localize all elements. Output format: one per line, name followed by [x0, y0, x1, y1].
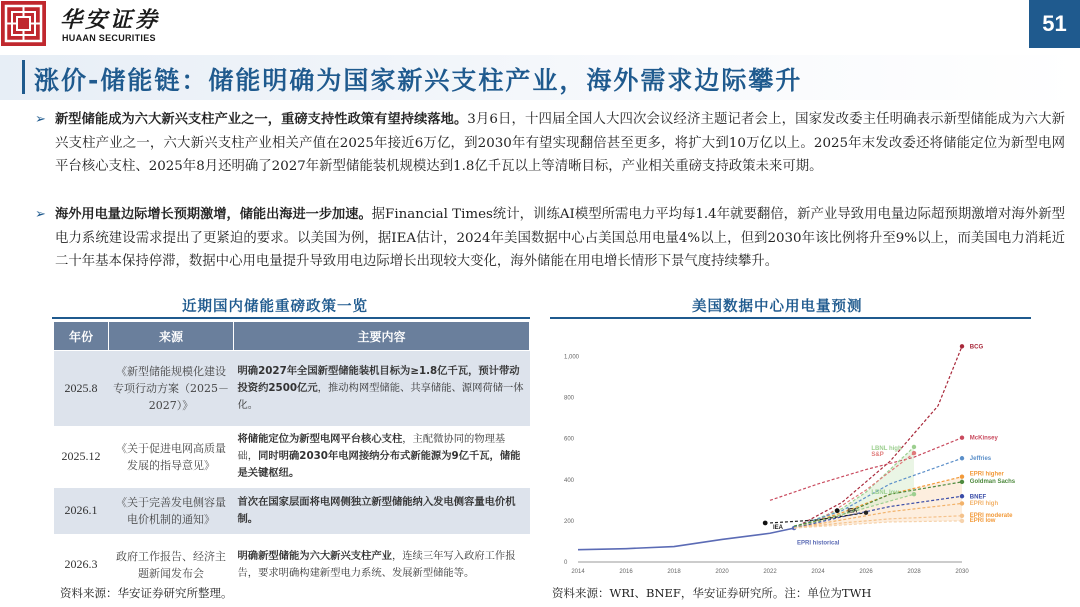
bullet-text: 3月6日，十四届全国人大四次会议经济主题记者会上，国家发改委主任明确表示新型储能成为六大新兴支柱产业之一，六大新兴支柱产业相关产值在2025年接近6万亿，到2030年有望实现翻倍甚至更多，将扩大到10万亿以上。2025年末发改委还将储能定位为新型电网平台核心支柱、2025年8月还明确了2027年新型储能装机规模达到1.8亿千瓦以上等清晰目标，产业相关重磅支持政策未来可期。 — [55, 112, 1065, 174]
series-line-historical — [578, 528, 794, 550]
logo-seal-icon — [1, 1, 46, 46]
y-tick-label: 1,000 — [564, 354, 580, 361]
cell-source: 《新型储能规模化建设专项行动方案（2025－2027）》 — [109, 351, 234, 427]
title-accent-bar — [22, 60, 25, 94]
datacenter-power-chart — [550, 322, 1031, 580]
series-point — [960, 514, 964, 518]
brand-name-en: HUAAN SECURITIES — [62, 33, 156, 43]
y-tick-label: 800 — [564, 395, 575, 402]
series-point — [960, 344, 964, 348]
bullet-body — [35, 203, 1065, 274]
x-tick-label: 2030 — [955, 569, 969, 575]
content-bold: 将储能定位为新型电网平台核心支柱 — [237, 433, 403, 445]
content-bold: 明确2027年全国新型储能装机目标为≥1.8亿千瓦，预计带动投资约2500亿元 — [237, 364, 520, 394]
chart-container — [550, 322, 1031, 580]
iea-marker — [835, 508, 840, 513]
series-label: EPRI higher — [969, 471, 1004, 478]
series-label: LBNL low — [871, 490, 899, 497]
cell-year: 2026.1 — [54, 487, 109, 535]
series-label: LBNL high — [871, 445, 902, 452]
header-year: 年份 — [54, 322, 109, 351]
series-point — [960, 501, 964, 505]
policy-table — [53, 321, 530, 596]
x-tick-label: 2016 — [619, 569, 633, 575]
cell-source: 《关于完善发电侧容量电价机制的通知》 — [109, 487, 234, 535]
series-point — [960, 436, 964, 440]
content-bold: 同时明确2030年电网接纳分布式新能源为9亿千瓦，储能是关键枢纽。 — [237, 450, 521, 479]
content-text: ，连续三年写入政府工作报告，要求明确构建新型电力系统、发展新型储能等。 — [237, 549, 516, 579]
series-label: EPRI high — [969, 500, 999, 507]
bullet-paragraph — [35, 108, 1065, 179]
cell-content — [234, 351, 530, 427]
chart-title: 美国数据中心用电量预测 — [692, 299, 863, 315]
brand-name-cn: 华安证券 — [60, 7, 161, 33]
series-label: S&P — [871, 452, 884, 459]
series-label: McKinsey — [969, 435, 998, 442]
series-point — [912, 451, 916, 455]
series-label: EPRI low — [969, 517, 996, 524]
y-tick-label: 400 — [564, 477, 575, 484]
content-bold: 首次在国家层面将电网侧独立新型储能纳入发电侧容量电价机制。 — [237, 495, 516, 525]
series-point — [912, 492, 916, 496]
table-row — [54, 351, 530, 427]
x-tick-label: 2020 — [715, 569, 729, 575]
x-tick-label: 2022 — [763, 569, 777, 575]
bullet-arrow-icon: ➢ — [35, 207, 46, 222]
bullet-text: 据Financial Times统计，训练AI模型所需电力平均每1.4年就要翻倍，新产业导致用电量边际超预期激增对海外新型电力系统建设需求提出了更紧迫的要求。以美国为例，据IEA估计，2024年美国数据中心占美国总用电量4%以上，但到2030年该比例将升至9%以上，而美国电力消耗近二十年基本保持停滞，数据中心用电量提升导致用电边际增长出现较大变化，海外储能在用电增长情形下景气度持续攀升。 — [55, 207, 1066, 269]
table-row — [54, 487, 530, 535]
y-tick-label: 200 — [564, 518, 575, 525]
table-title-rule — [52, 317, 530, 319]
series-point — [960, 475, 964, 479]
series-label: Jeffries — [969, 456, 992, 463]
cell-year: 2025.8 — [54, 351, 109, 427]
series-point — [960, 494, 964, 498]
series-label: BNEF — [969, 494, 987, 501]
x-tick-label: 2018 — [667, 569, 681, 575]
table-header-row — [54, 322, 530, 351]
x-tick-label: 2024 — [811, 569, 825, 575]
logo-mark — [1, 1, 46, 46]
series-point — [960, 456, 964, 460]
series-point — [912, 445, 916, 449]
cell-content — [234, 535, 530, 595]
bullet-arrow-icon: ➢ — [35, 112, 46, 127]
cell-year: 2026.3 — [54, 535, 109, 595]
y-tick-label: 600 — [564, 436, 575, 443]
header-source: 来源 — [109, 322, 234, 351]
cell-content — [234, 487, 530, 535]
table-row — [54, 427, 530, 487]
iea-marker — [763, 521, 768, 526]
bullet-body — [35, 108, 1065, 179]
bullet-lead: 海外用电量边际增长预期激增，储能出海进一步加速。 — [55, 207, 372, 222]
series-point — [960, 480, 964, 484]
x-tick-label: 2014 — [571, 569, 585, 575]
cell-source: 政府工作报告、经济主题新闻发布会 — [109, 535, 234, 595]
series-label: BCG — [969, 344, 984, 351]
bullet-paragraph — [35, 203, 1065, 274]
content-text: ，推动构网型储能、共享储能、源网荷储一体化。 — [237, 381, 524, 411]
cell-source: 《关于促进电网高质量发展的指导意见》 — [109, 427, 234, 487]
cell-content — [234, 427, 530, 487]
page-number: 51 — [1029, 0, 1080, 48]
series-point — [960, 519, 964, 523]
series-label: EPRI moderate — [969, 513, 1013, 520]
series-label: EPRI historical — [797, 540, 840, 547]
header-content: 主要内容 — [234, 322, 530, 351]
cell-year: 2025.12 — [54, 427, 109, 487]
x-tick-label: 2028 — [907, 569, 921, 575]
series-label: IEA — [847, 508, 858, 515]
content-text: ，主配微协同的物理基础， — [237, 433, 506, 462]
series-point — [864, 510, 868, 514]
page-title: 涨价-储能链：储能明确为国家新兴支柱产业，海外需求边际攀升 — [34, 66, 803, 95]
series-label: IEA — [773, 525, 784, 532]
series-label: Goldman Sachs — [969, 478, 1016, 485]
y-tick-label: 0 — [564, 560, 568, 566]
chart-title-rule — [550, 317, 1031, 319]
table-title: 近期国内储能重磅政策一览 — [182, 299, 368, 315]
x-tick-label: 2026 — [859, 569, 873, 575]
content-bold: 明确新型储能为六大新兴支柱产业 — [237, 549, 392, 562]
table-footnote: 资料来源：华安证券研究所整理。 — [60, 586, 233, 600]
chart-footnote: 资料来源：WRI、BNEF，华安证券研究所。注：单位为TWH — [552, 586, 872, 600]
bullet-lead: 新型储能成为六大新兴支柱产业之一，重磅支持性政策有望持续落地。 — [55, 112, 468, 127]
